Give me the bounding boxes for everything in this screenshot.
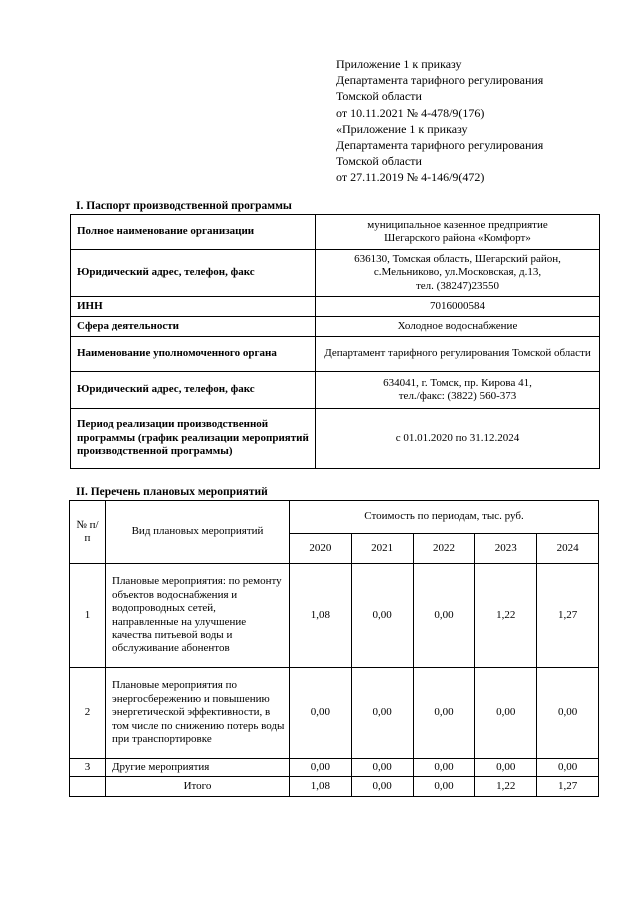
value-line: с.Мельниково, ул.Московская, д.13, <box>373 266 542 279</box>
year-header: 2021 <box>351 534 413 564</box>
table-row <box>71 317 600 337</box>
total-label: Итого <box>106 777 290 797</box>
passport-value: Департамент тарифного регулирования Томской области <box>316 337 600 372</box>
passport-label: ИНН <box>71 297 316 317</box>
row-description: Плановые мероприятия по энергосбережению и повышению энергетической эффективности, в том числе по снижению потерь воды при транспортировке <box>106 668 290 759</box>
row-value: 0,00 <box>413 759 475 777</box>
header-line: Томской области <box>336 89 422 104</box>
row-value: 0,00 <box>413 564 475 668</box>
total-value: 1,08 <box>290 777 352 797</box>
header-line: «Приложение 1 к приказу <box>336 121 468 136</box>
value-line: Шегарского района «Комфорт» <box>384 232 531 244</box>
column-header-cost: Стоимость по периодам, тыс. руб. <box>290 501 599 534</box>
value-line: тел. (38247)23550 <box>415 279 499 292</box>
passport-label: Период реализации производственной программы (график реализации мероприятий производственной программы) <box>71 409 316 469</box>
row-number: 3 <box>70 759 106 777</box>
passport-value <box>316 372 600 409</box>
header-line: Департамента тарифного регулирования <box>336 138 544 153</box>
total-value: 1,27 <box>537 777 599 797</box>
row-value: 0,00 <box>475 759 537 777</box>
passport-value <box>316 250 600 297</box>
passport-table <box>70 214 600 469</box>
year-header: 2020 <box>290 534 352 564</box>
table-total-row <box>70 777 599 797</box>
total-value: 1,22 <box>475 777 537 797</box>
header-line: от 10.11.2021 № 4-478/9(176) <box>336 105 485 120</box>
total-value: 0,00 <box>351 777 413 797</box>
row-value: 0,00 <box>290 668 352 759</box>
total-number-cell <box>70 777 106 797</box>
table-row <box>71 409 600 469</box>
passport-label: Юридический адрес, телефон, факс <box>71 250 316 297</box>
table-row <box>71 297 600 317</box>
row-value: 0,00 <box>351 668 413 759</box>
passport-value: Холодное водоснабжение <box>316 317 600 337</box>
row-value: 0,00 <box>537 759 599 777</box>
passport-title: I. Паспорт производственной программы <box>76 200 292 212</box>
plans-title: II. Перечень плановых мероприятий <box>76 486 268 498</box>
passport-value <box>316 215 600 250</box>
header-line: Приложение 1 к приказу <box>336 57 462 71</box>
row-description: Другие мероприятия <box>106 759 290 777</box>
passport-value: 7016000584 <box>316 297 600 317</box>
row-value: 1,27 <box>537 564 599 668</box>
row-value: 0,00 <box>351 759 413 777</box>
table-row <box>71 215 600 250</box>
passport-value: с 01.01.2020 по 31.12.2024 <box>316 409 600 469</box>
row-value: 0,00 <box>290 759 352 777</box>
plans-table <box>69 500 599 797</box>
passport-label: Юридический адрес, телефон, факс <box>71 372 316 409</box>
value-line: 636130, Томская область, Шегарский район, <box>354 252 561 265</box>
passport-label: Сфера деятельности <box>71 317 316 337</box>
value-line: муниципальное казенное предприятие <box>367 218 548 231</box>
header-line: от 27.11.2019 № 4-146/9(472) <box>336 170 485 185</box>
passport-label: Полное наименование организации <box>71 215 316 250</box>
header-line: Департамента тарифного регулирования <box>336 73 544 88</box>
row-value: 1,08 <box>290 564 352 668</box>
header-line: Томской области <box>336 154 422 169</box>
table-row <box>71 337 600 372</box>
year-header: 2024 <box>537 534 599 564</box>
row-value: 0,00 <box>537 668 599 759</box>
row-value: 1,22 <box>475 564 537 668</box>
year-header: 2023 <box>475 534 537 564</box>
table-header-row <box>70 501 599 534</box>
table-row <box>71 250 600 297</box>
column-header-number: № п/п <box>70 501 106 564</box>
row-value: 0,00 <box>413 668 475 759</box>
value-line: тел./факс: (3822) 560-373 <box>398 390 517 402</box>
value-line: 634041, г. Томск, пр. Кирова 41, <box>383 376 532 389</box>
row-description: Плановые мероприятия: по ремонту объектов водоснабжения и водопроводных сетей, направленные на улучшение качества питьевой воды и обслуживание абонентов <box>106 564 290 668</box>
row-number: 2 <box>70 668 106 759</box>
table-row <box>70 759 599 777</box>
column-header-type: Вид плановых мероприятий <box>106 501 290 564</box>
table-row <box>71 372 600 409</box>
row-number: 1 <box>70 564 106 668</box>
year-header: 2022 <box>413 534 475 564</box>
row-value: 0,00 <box>475 668 537 759</box>
document-header <box>336 56 626 186</box>
passport-label: Наименование уполномоченного органа <box>71 337 316 372</box>
table-row <box>70 668 599 759</box>
row-value: 0,00 <box>351 564 413 668</box>
total-value: 0,00 <box>413 777 475 797</box>
table-row <box>70 564 599 668</box>
